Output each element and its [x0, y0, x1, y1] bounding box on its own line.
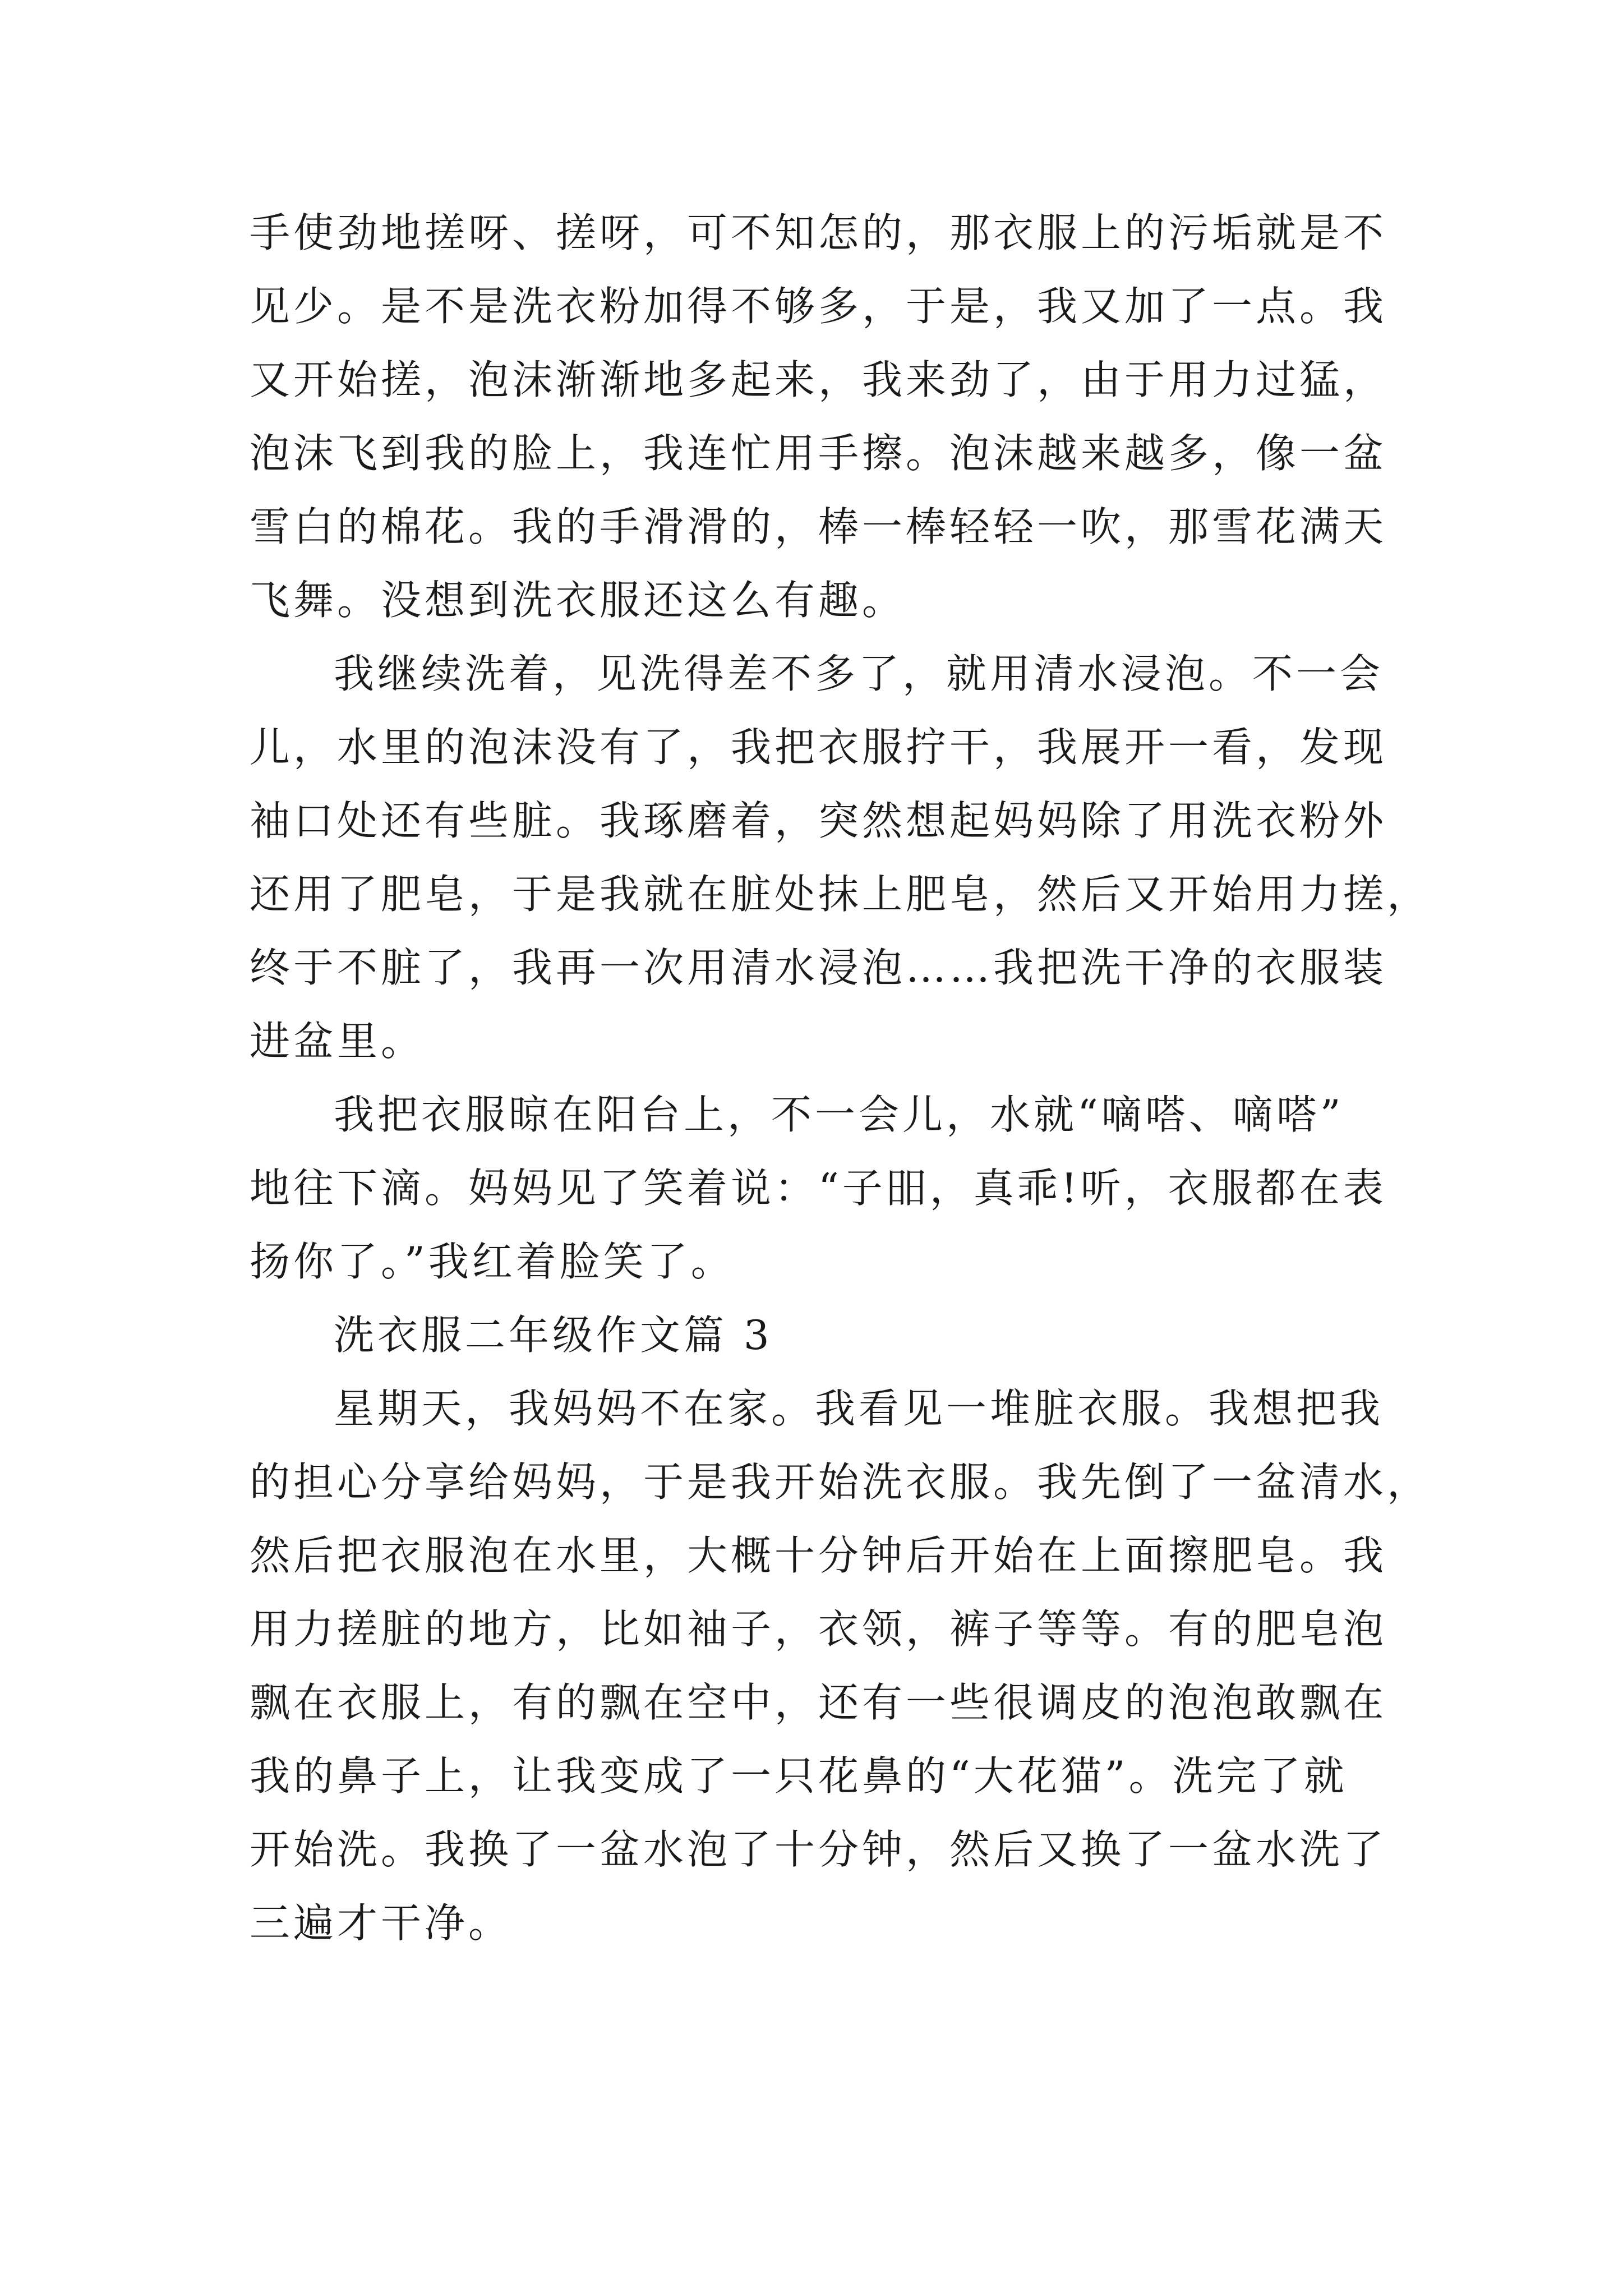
text-line: 还用了肥皂，于是我就在脏处抹上肥皂，然后又开始用力搓，: [250, 871, 1431, 918]
paragraph-start-line: 我继续洗着，见洗得差不多了，就用清水浸泡。不一会: [334, 650, 1384, 697]
text-line: 的担心分享给妈妈，于是我开始洗衣服。我先倒了一盆清水，: [250, 1458, 1431, 1506]
text-line: 三遍才干净。: [250, 1899, 513, 1947]
text-line: 见少。是不是洗衣粉加得不够多，于是，我又加了一点。我: [250, 283, 1387, 330]
text-line: 又开始搓，泡沫渐渐地多起来，我来劲了，由于用力过猛，: [250, 356, 1387, 403]
paragraph-start-line: 我把衣服晾在阳台上，不一会儿，水就“嘀嗒、嘀嗒”: [334, 1091, 1344, 1138]
text-line: 然后把衣服泡在水里，大概十分钟后开始在上面擦肥皂。我: [250, 1532, 1387, 1579]
section-heading: 洗衣服二年级作文篇 3: [334, 1312, 773, 1359]
text-line: 手使劲地搓呀、搓呀，可不知怎的，那衣服上的污垢就是不: [250, 209, 1387, 256]
text-line: 地往下滴。妈妈见了笑着说：“子昍，真乖!听，衣服都在表: [250, 1165, 1387, 1212]
text-line: 儿，水里的泡沫没有了，我把衣服拧干，我展开一看，发现: [250, 724, 1387, 771]
text-line: 开始洗。我换了一盆水泡了十分钟，然后又换了一盆水洗了: [250, 1826, 1387, 1873]
text-line: 进盆里。: [250, 1018, 425, 1065]
document-body: [250, 196, 1431, 1960]
text-line: 我的鼻子上，让我变成了一只花鼻的“大花猫”。洗完了就: [250, 1752, 1348, 1800]
text-line: 泡沫飞到我的脸上，我连忙用手擦。泡沫越来越多，像一盆: [250, 430, 1387, 477]
text-line: 终于不脏了，我再一次用清水浸泡……我把洗干净的衣服装: [250, 944, 1387, 991]
text-line: 飞舞。没想到洗衣服还这么有趣。: [250, 577, 906, 624]
text-line: 飘在衣服上，有的飘在空中，还有一些很调皮的泡泡敢飘在: [250, 1679, 1387, 1726]
text-line: 袖口处还有些脏。我琢磨着，突然想起妈妈除了用洗衣粉外: [250, 797, 1387, 844]
text-line: 用力搓脏的地方，比如袖子，衣领，裤子等等。有的肥皂泡: [250, 1605, 1387, 1653]
text-line: 扬你了。”我红着脸笑了。: [250, 1238, 735, 1285]
paragraph-start-line: 星期天，我妈妈不在家。我看见一堆脏衣服。我想把我: [334, 1385, 1384, 1432]
text-line: 雪白的棉花。我的手滑滑的，棒一棒轻轻一吹，那雪花满天: [250, 503, 1387, 550]
